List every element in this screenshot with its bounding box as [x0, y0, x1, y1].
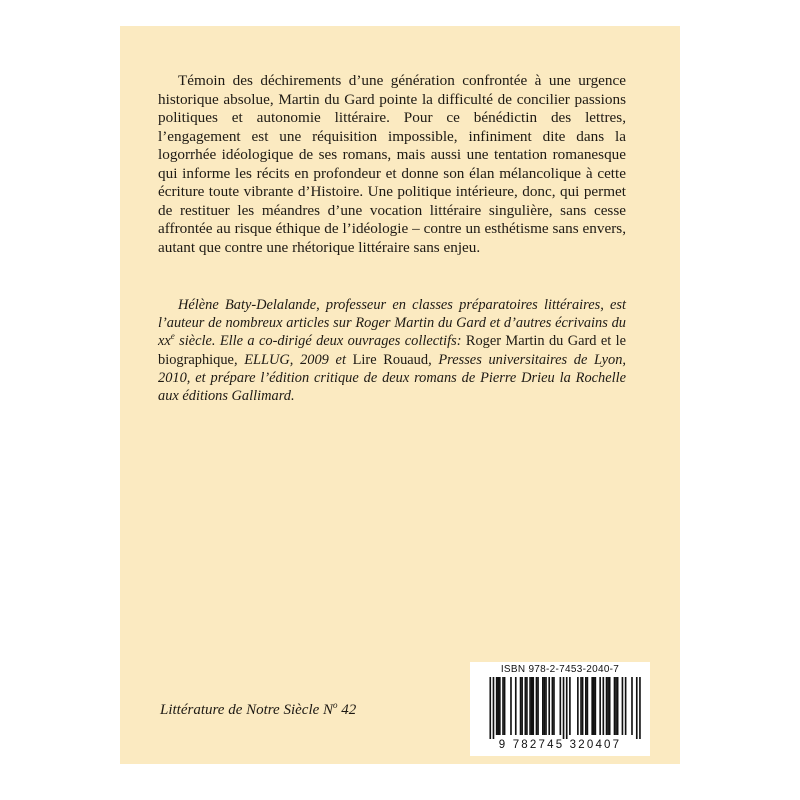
barcode-bar: [625, 677, 627, 735]
barcode-bar: [636, 677, 638, 739]
barcode-bar: [566, 677, 568, 739]
barcode-bar: [529, 677, 531, 735]
blurb-paragraph: Témoin des déchirements d’une génération confrontée à une urgence historique absolue, Martin du Gard pointe la difficulté de concilier passions politiques et autonomie littéraire. Pour ce bénédictin des lettres, l’engagement est une réquisition impossible, infiniment dite dans la logorrhée idéologique de ses romans, mais aussi une tentation romanesque qui informe les récits en profondeur et donne son élan mélancolique à cette écriture toute vibrante d’Histoire. Une politique intérieure, donc, qui permet de restituer les méandres d’une vocation littéraire singulière, sans cesse affrontée au risque éthique de l’idéologie – contre un esthétisme sans envers, autant que contre une rhétorique littéraire sans enjeu.: [158, 72, 626, 256]
barcode-bar: [639, 677, 641, 739]
barcode-bar: [599, 677, 601, 735]
series-label: [160, 702, 356, 719]
barcode-bar: [577, 677, 579, 735]
series-name: Littérature de Notre Siècle N: [160, 702, 334, 718]
isbn-label: ISBN 978-2-7453-2040-7: [500, 664, 620, 675]
barcode-bar: [544, 677, 546, 735]
back-cover: [120, 26, 680, 764]
barcode-bar: [537, 677, 539, 735]
barcode-bar: [493, 677, 495, 739]
barcode-bar: [499, 677, 501, 735]
bio-book-title-1: Roger Martin du Gard et le biographique: [158, 333, 626, 368]
barcode-bar: [607, 677, 609, 735]
barcode-bar: [548, 677, 550, 735]
barcode-bar: [631, 677, 633, 735]
barcode-bar: [587, 677, 589, 735]
barcode-bar: [591, 677, 593, 735]
author-bio: [158, 296, 626, 405]
barcode-bar: [521, 677, 523, 735]
barcode-bar: [520, 677, 522, 735]
barcode-bar: [617, 677, 619, 735]
barcode-bar: [526, 677, 528, 735]
barcode-bar: [569, 677, 571, 735]
barcode: [470, 662, 650, 756]
barcode-bar: [560, 677, 562, 735]
barcode-bar: [531, 677, 533, 735]
barcode-bar: [606, 677, 608, 735]
barcode-bar: [532, 677, 534, 735]
barcode-bar: [542, 677, 544, 735]
barcode-bar: [515, 677, 517, 735]
bio-century-superscript: e: [170, 331, 175, 342]
barcode-bar: [593, 677, 595, 735]
barcode-bar: [489, 677, 491, 739]
barcode-bar: [536, 677, 538, 735]
bio-book-title-2: Lire Rouaud: [352, 351, 429, 368]
barcode-bar: [497, 677, 499, 735]
bio-text-2: siècle. Elle a co-dirigé deux ouvrages collectifs:: [174, 333, 466, 350]
barcode-bar: [585, 677, 587, 735]
barcode-bar: [609, 677, 611, 735]
barcode-bar: [614, 677, 616, 735]
barcode-bar: [603, 677, 605, 735]
barcode-bar: [580, 677, 582, 735]
bio-text-1: Hélène Baty-Delalande, professeur en classes préparatoires littéraires, est l’auteur de nombreux articles sur Roger Martin du Gard et d’autres écrivains du xx: [158, 297, 626, 350]
barcode-bar: [595, 677, 597, 735]
series-number-superscript: o: [333, 700, 338, 710]
barcode-bar: [545, 677, 547, 735]
barcode-bar: [496, 677, 498, 735]
barcode-bar: [615, 677, 617, 735]
barcode-bar: [563, 677, 565, 739]
barcode-bar: [510, 677, 512, 735]
barcode-bar: [552, 677, 554, 735]
barcode-bars: [478, 677, 642, 739]
bio-text-4: , Presses universitaires de Lyon, 2010, et prépare l’édition critique de deux romans de Pierre Drieu la Rochelle aux éditions Gallimard.: [158, 351, 626, 405]
series-number: 42: [337, 702, 357, 718]
bio-text-3: , ELLUG, 2009 et: [233, 351, 353, 368]
barcode-bar: [582, 677, 584, 735]
barcode-bar: [502, 677, 504, 735]
barcode-bar: [553, 677, 555, 735]
barcode-digits: 9 782745 320407: [498, 739, 622, 751]
barcode-bar: [504, 677, 506, 735]
barcode-bar: [524, 677, 526, 735]
barcode-bar: [622, 677, 624, 735]
